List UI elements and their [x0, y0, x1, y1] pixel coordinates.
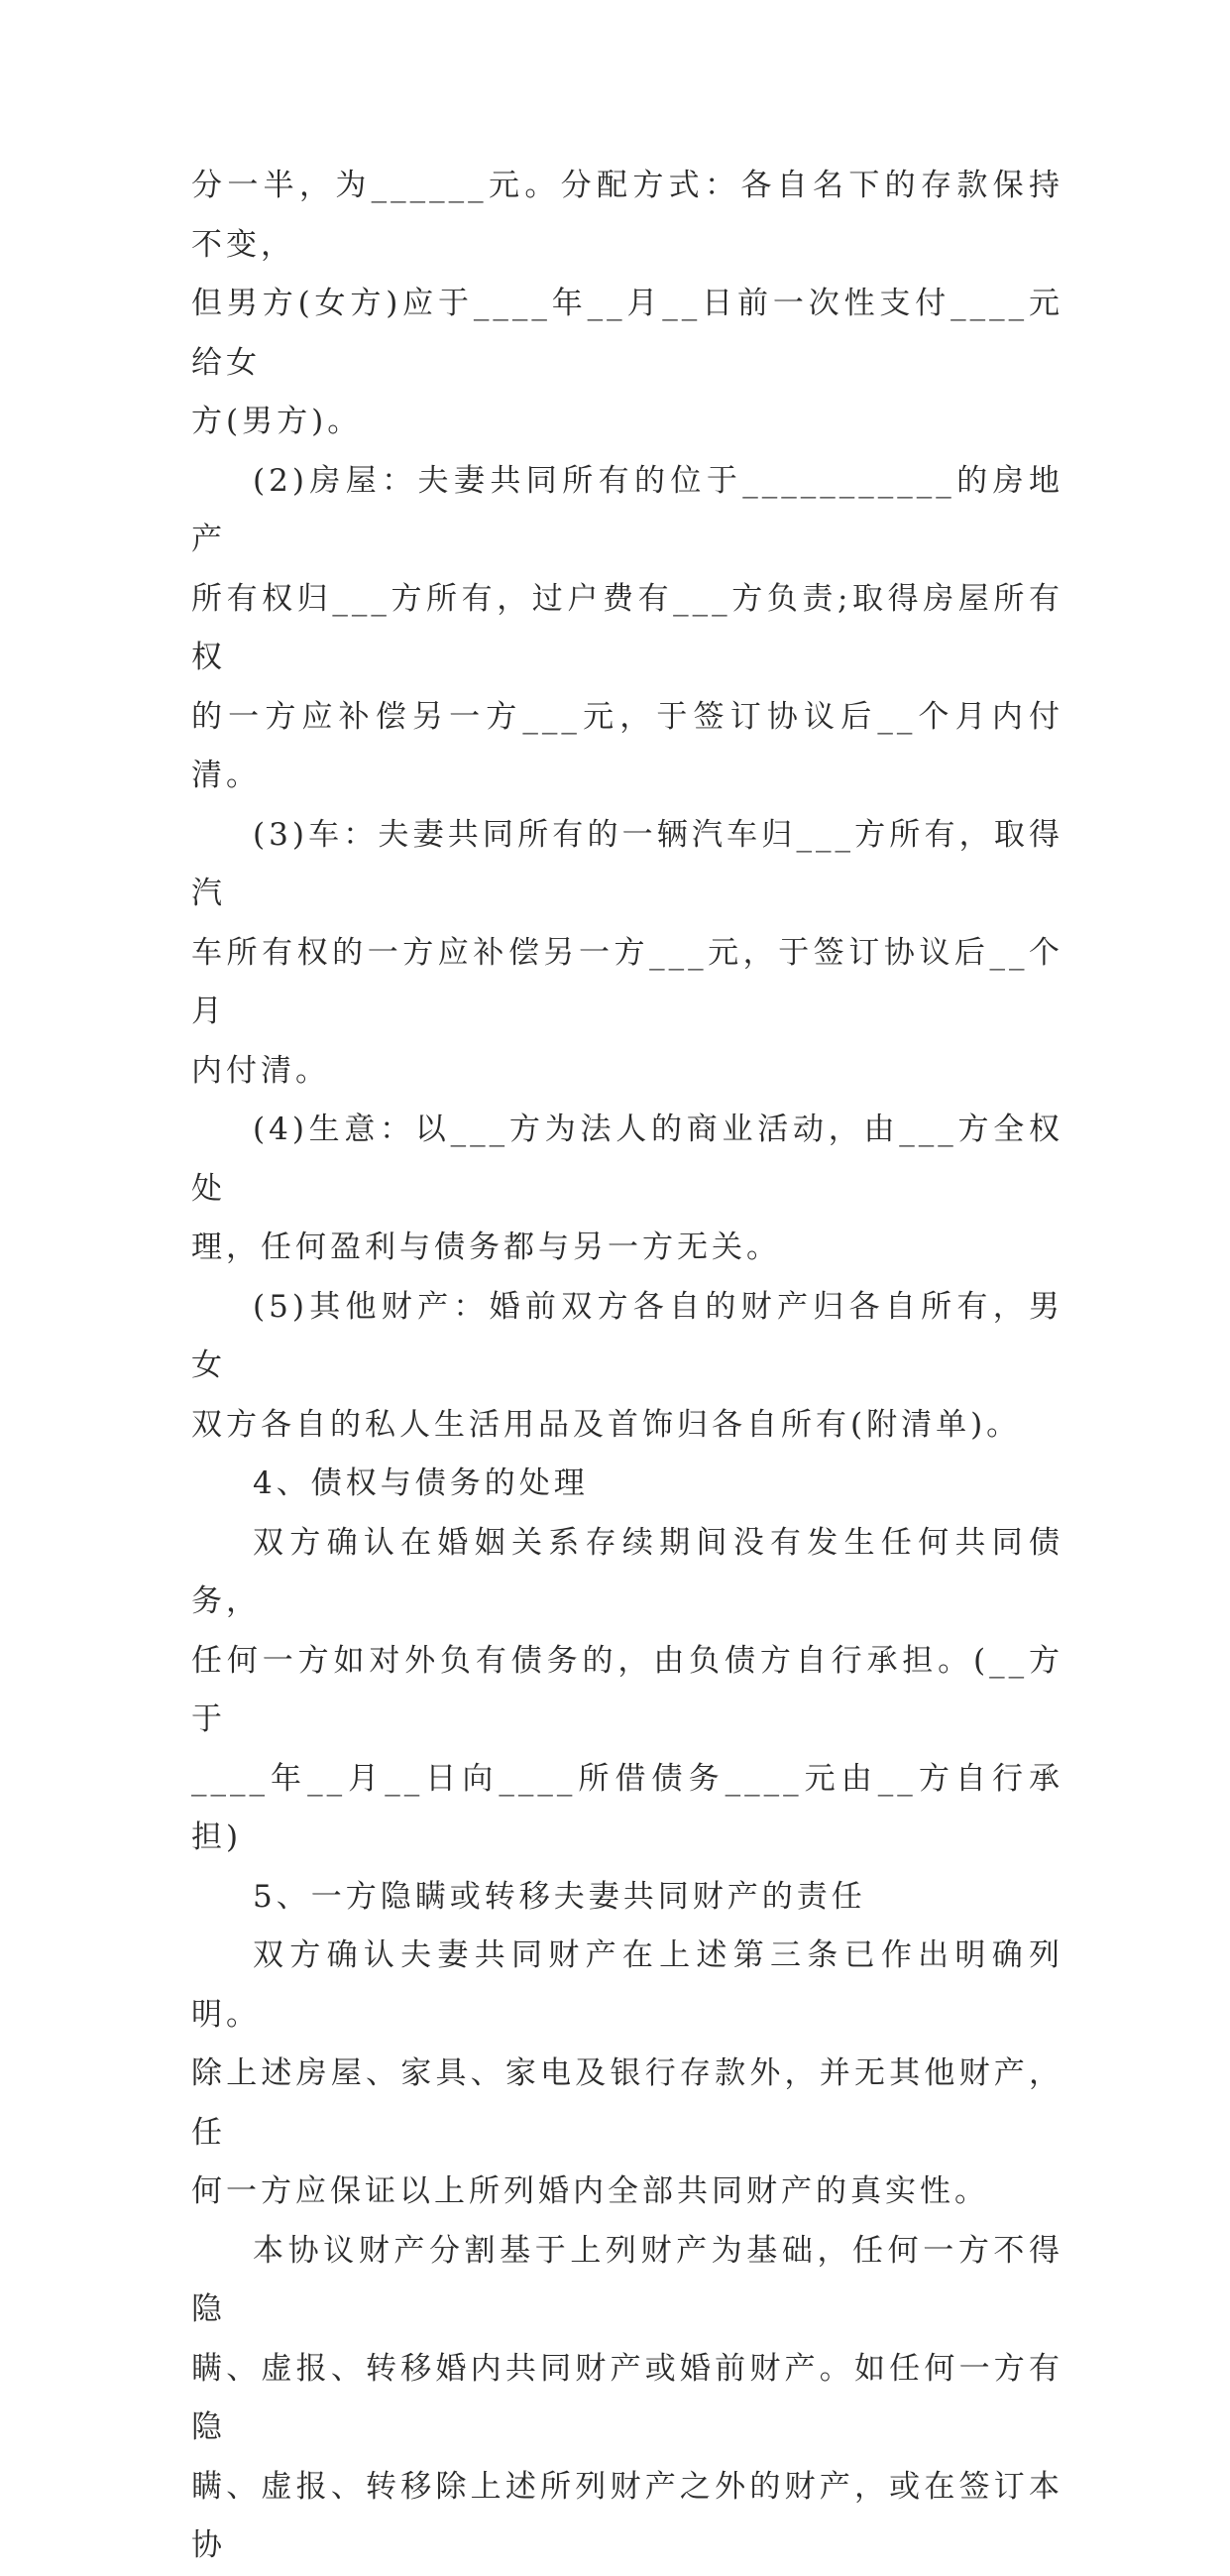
text-line: 内付清。 — [191, 1052, 330, 1089]
section-heading-debts — [191, 1455, 1063, 1514]
text-line: 除上述房屋、家具、家电及银行存款外，并无其他财产，任 — [191, 2055, 1063, 2151]
text-line: 双方确认在婚姻关系存续期间没有发生任何共同债务， — [191, 1524, 1063, 1619]
paragraph-business — [191, 1101, 1063, 1278]
paragraph-debts — [191, 1514, 1063, 1868]
text-line: 所有权归___方所有，过户费有___方负责;取得房屋所有权 — [191, 580, 1063, 675]
text-line: 瞒、虚报、转移婚内共同财产或婚前财产。如任何一方有隐 — [191, 2350, 1063, 2445]
text-line: 双方各自的私人生活用品及首饰归各自所有(附清单)。 — [191, 1406, 1022, 1443]
section-heading-concealment — [191, 1868, 1063, 1928]
paragraph-division-basis — [191, 2222, 1063, 2576]
text-line: 但男方(女方)应于____年__月__日前一次性支付____元给女 — [191, 286, 1063, 381]
text-line: 瞒、虚报、转移除上述所列财产之外的财产，或在签订本协 — [191, 2468, 1063, 2563]
text-line: 5、一方隐瞒或转移夫妻共同财产的责任 — [253, 1878, 866, 1915]
paragraph-savings-continued — [191, 157, 1063, 452]
document-body — [191, 157, 1063, 2576]
text-line: 方(男方)。 — [191, 404, 363, 439]
paragraph-house — [191, 452, 1063, 806]
text-line: (4)生意：以___方为法人的商业活动，由___方全权处 — [191, 1112, 1063, 1207]
text-line: (2)房屋：夫妻共同所有的位于___________的房地产 — [191, 462, 1063, 557]
text-line: 4、债权与债务的处理 — [253, 1465, 589, 1501]
text-line: 双方确认夫妻共同财产在上述第三条已作出明确列明。 — [191, 1937, 1063, 2033]
paragraph-other-property — [191, 1278, 1063, 1456]
text-line: (5)其他财产：婚前双方各自的财产归各自所有，男女 — [191, 1288, 1063, 1383]
paragraph-property-confirmation — [191, 1927, 1063, 2222]
text-line: 何一方应保证以上所列婚内全部共同财产的真实性。 — [191, 2173, 989, 2209]
text-line: 的一方应补偿另一方___元，于签订协议后__个月内付清。 — [191, 698, 1063, 793]
text-line: 理，任何盈利与债务都与另一方无关。 — [191, 1229, 781, 1265]
text-line: 本协议财产分割基于上列财产为基础，任何一方不得隐 — [191, 2232, 1063, 2327]
text-line: 分一半，为______元。分配方式：各自名下的存款保持不变， — [191, 168, 1063, 263]
text-line: 车所有权的一方应补偿另一方___元，于签订协议后__个月 — [191, 934, 1063, 1029]
text-line: ____年__月__日向____所借债务____元由__方自行承担) — [191, 1760, 1063, 1855]
paragraph-car — [191, 806, 1063, 1102]
text-line: (3)车：夫妻共同所有的一辆汽车归___方所有，取得汽 — [191, 816, 1063, 911]
text-line: 任何一方如对外负有债务的，由负债方自行承担。(__方于 — [191, 1642, 1063, 1737]
